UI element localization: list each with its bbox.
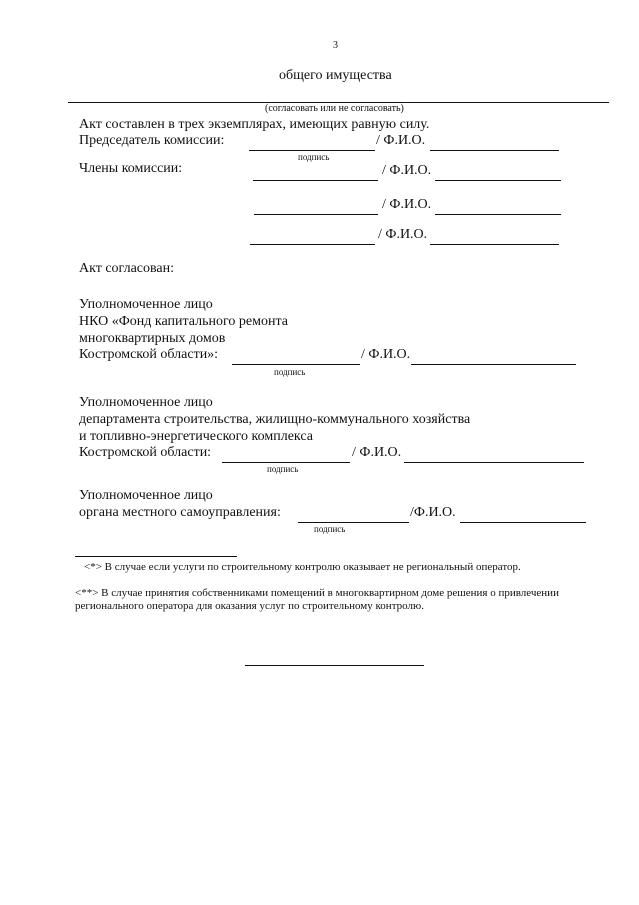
fund-signature-line — [232, 364, 360, 365]
member-1-fio-line — [435, 180, 561, 181]
footnote-separator — [75, 556, 237, 557]
dept-last-label: Костромской области: — [79, 445, 212, 460]
fund-fio-line — [411, 364, 576, 365]
heading: общего имущества — [279, 68, 392, 83]
dept-line-2: департамента строительства, жилищно-коммунального хозяйства — [79, 412, 471, 427]
local-fio-line — [460, 522, 586, 523]
chairman-signature-line — [249, 150, 375, 151]
chairman-fio-line — [430, 150, 559, 151]
closing-line — [245, 665, 424, 666]
dept-signature-line — [222, 462, 350, 463]
local-signature-line — [298, 522, 409, 523]
footnote-2-line-2: регионального оператора для оказания услуг по строительному контролю. — [75, 600, 424, 612]
fund-line-2: НКО «Фонд капитального ремонта — [79, 314, 288, 329]
dept-line-1: Уполномоченное лицо — [79, 395, 213, 410]
footnote-2-line-1: <**> В случае принятия собственниками помещений в многоквартирном доме решения о привлечении — [75, 587, 559, 599]
agree-note: (согласовать или не согласовать) — [265, 103, 404, 114]
member-2-fio: / Ф.И.О. — [382, 197, 432, 212]
member-3-fio: / Ф.И.О. — [378, 227, 428, 242]
fund-line-1: Уполномоченное лицо — [79, 297, 213, 312]
fund-signature-caption: подпись — [274, 367, 306, 377]
copies-text: Акт составлен в трех экземплярах, имеющих равную силу. — [79, 117, 430, 132]
member-3-signature-line — [250, 244, 375, 245]
fund-line-3: многоквартирных домов — [79, 331, 226, 346]
local-signature-caption: подпись — [314, 524, 346, 534]
page-number: 3 — [333, 40, 338, 51]
members-label: Члены комиссии: — [79, 161, 183, 176]
fund-last-label: Костромской области»: — [79, 347, 219, 362]
dept-fio: / Ф.И.О. — [352, 445, 402, 460]
member-2-fio-line — [435, 214, 561, 215]
chairman-fio: / Ф.И.О. — [376, 133, 426, 148]
chairman-label: Председатель комиссии: — [79, 133, 225, 148]
dept-signature-caption: подпись — [267, 464, 299, 474]
dept-line-3: и топливно-энергетического комплекса — [79, 429, 313, 444]
dept-fio-line — [404, 462, 584, 463]
chairman-signature-caption: подпись — [298, 152, 330, 162]
member-2-signature-line — [254, 214, 378, 215]
local-fio: /Ф.И.О. — [410, 505, 456, 520]
member-1-fio: / Ф.И.О. — [382, 163, 432, 178]
member-3-fio-line — [430, 244, 559, 245]
agreed-label: Акт согласован: — [79, 261, 175, 276]
local-last-label: органа местного самоуправления: — [79, 505, 281, 520]
local-line-1: Уполномоченное лицо — [79, 488, 213, 503]
member-1-signature-line — [253, 180, 378, 181]
footnote-1: <*> В случае если услуги по строительному контролю оказывает не региональный оператор. — [84, 561, 521, 573]
fund-fio: / Ф.И.О. — [361, 347, 411, 362]
